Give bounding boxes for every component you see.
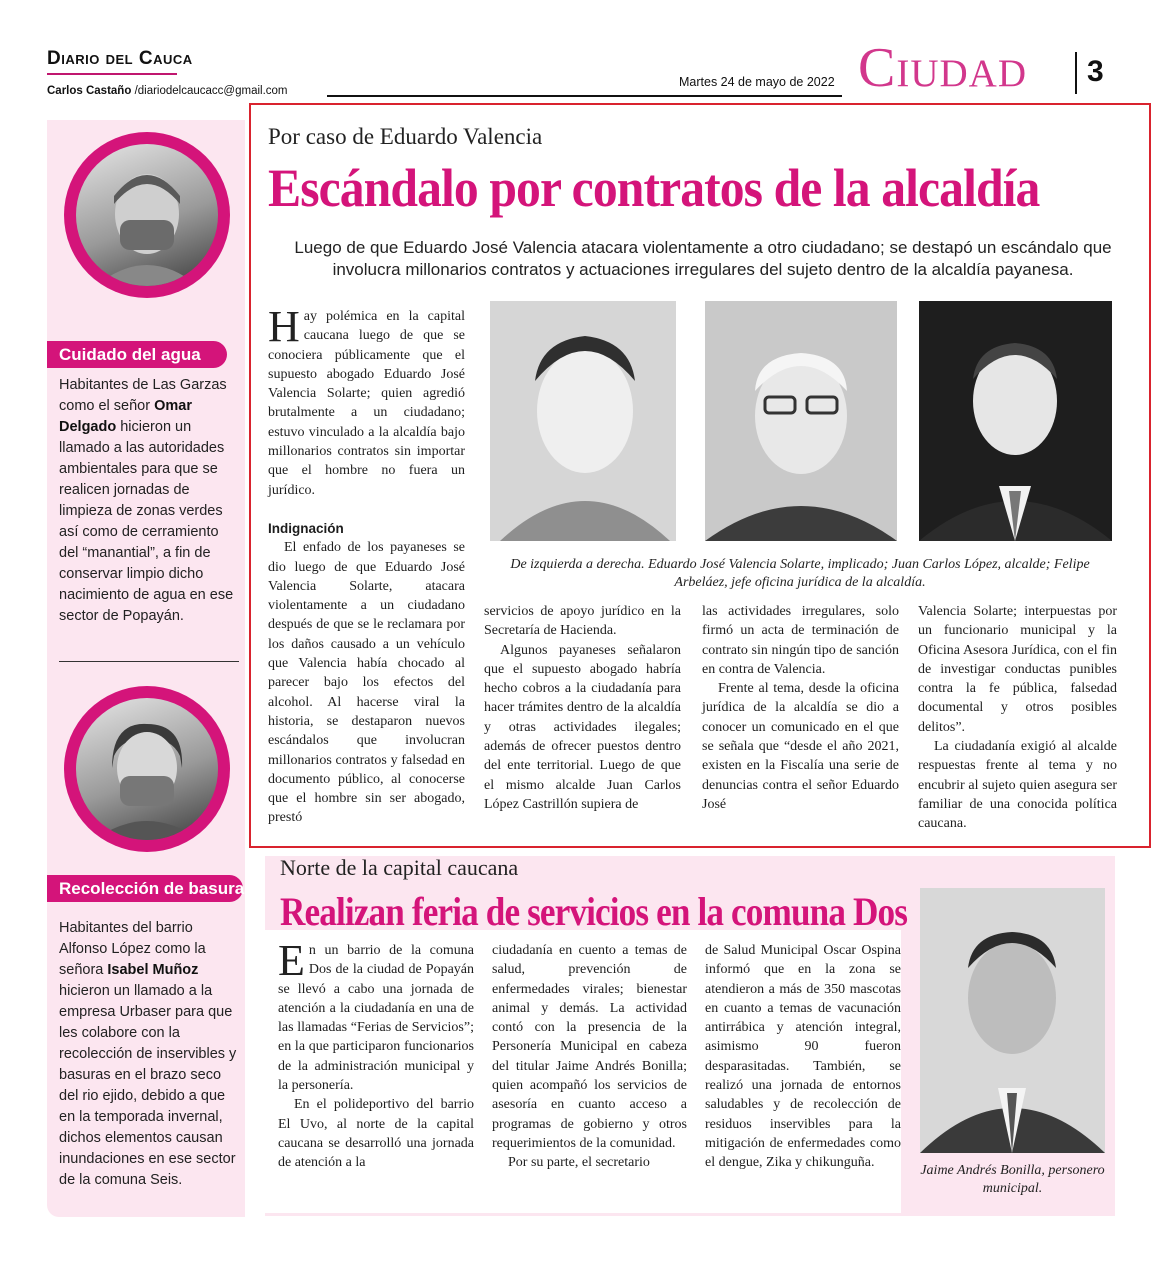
second-photo-caption: Jaime Andrés Bonilla, personero municipal. <box>920 1163 1105 1196</box>
subheading: Indignación <box>268 520 344 536</box>
second-column-3: de Salud Municipal Oscar Ospina informó que en la zona se atendieron a más de 350 mascotas en cuanto a temas de vacunación antirrábica y atención integral, asimismo 90 fueron desparasitadas. También, se realizó una jornada de entornos saludables y de recolección de residuos inservibles para la mitigación de enfermedades como el dengue, Zika y chikunguña. <box>705 943 901 1171</box>
article-kicker: Por caso de Eduardo Valencia <box>268 124 543 149</box>
photo-jaime-andres-bonilla <box>920 888 1105 1153</box>
photo-caption: De izquierda a derecha. Eduardo José Valencia Solarte, implicado; Juan Carlos López, alcalde; Felipe Arbeláez, jefe oficina jurídica de la alcaldía. <box>510 557 1090 590</box>
masthead-underline <box>47 73 177 75</box>
newspaper-name: Diario del Cauca <box>47 48 193 69</box>
drop-cap: E <box>278 936 305 985</box>
sidebar-divider <box>59 661 239 662</box>
section-divider <box>1075 52 1077 94</box>
photo-felipe-arbelaez <box>919 301 1112 541</box>
article-column-4: Valencia Solarte; interpuestas por un funcionario municipal y la Oficina Asesora Jurídica, con el fin de investigar conductas punibles contra la fe pública, falsedad documental y otros posibles delitos”. La ciudadanía exigió al alcalde respuestas frente al tema y no encubrir al sujeto quien asegura ser familiar de una conocida política caucana. <box>918 604 1117 832</box>
section-title: Ciudad <box>858 37 1027 99</box>
person-photo <box>76 144 218 286</box>
byline <box>47 85 288 97</box>
photo-juan-carlos-lopez <box>705 301 897 541</box>
person-photo <box>76 698 218 840</box>
author-email: /diariodelcaucacc@gmail.com <box>134 85 288 97</box>
second-column-1: En un barrio de la comuna Dos de la ciudad de Popayán se llevó a cabo una jornada de atención a la ciudadanía en una de las llamadas “Ferias de Servicios”; en la que participaron funcionarios de la administración municipal y la personería. En el polideportivo del barrio El Uvo, al norte de la capital caucana se desarrolló una jornada de atención a la <box>278 936 474 1171</box>
second-column-2: ciudadanía en cuento a temas de salud, prevención de enfermedades virales; bienestar animal y demás. La actividad contó con la presencia de la Personería Municipal en cabeza del titular Jaime Andrés Bonilla; quien acompañó los servicios de asesoría en cuanto acceso a programas de gobierno y otros requerimientos de la comunidad. Por su parte, el secretario <box>492 943 687 1171</box>
article-headline: Escándalo por contratos de la alcaldía <box>268 158 1040 218</box>
sidebar-tag-water: Cuidado del agua <box>47 341 227 368</box>
sidebar-text-garbage: Habitantes del barrio Alfonso López como la señora Isabel Muñoz hicieron un llamado a la empresa Urbaser para que les colabore con la recolección de inservibles y basuras en el brazo seco del rio ejido, debido a que en la temporada invernal, dichos elementos causan inundaciones en ese sector de la comuna Seis. <box>59 920 237 1188</box>
person-name: Omar Delgado <box>59 398 192 435</box>
page-number: 3 <box>1087 55 1104 88</box>
sidebar-tag-garbage: Recolección de basuras <box>47 875 243 902</box>
article-column-3: las actividades irregulares, solo firmó un acta de terminación de contrato sin ningún tipo de sanción en contra de Valencia. Frente al tema, desde la oficina jurídica de la alcaldía se dio a conocer un comunicado en el que se señala que “desde el año 2021, existen en la Fiscalía una serie de denuncias contra el señor Eduardo José <box>702 604 899 812</box>
sidebar-text-water: Habitantes de Las Garzas como el señor Omar Delgado hicieron un llamado a las autoridades ambientales para que se realicen jornadas de limpieza de zonas verdes así como de cerramiento del “manantial”, a fin de conservar limpio dicho nacimiento de agua en ese sector de Popayán. <box>59 377 234 624</box>
header-rule <box>327 95 842 97</box>
article-deck: Luego de que Eduardo José Valencia atacara violentamente a otro ciudadano; se destapó un escándalo que involucra millonarios contratos y actuaciones irregulares del sujeto dentro de la alcaldía payanesa. <box>294 238 1112 279</box>
issue-date: Martes 24 de mayo de 2022 <box>679 75 835 89</box>
photo-eduardo-valencia <box>490 301 676 541</box>
drop-cap: H <box>268 302 300 351</box>
author-name: Carlos Castaño <box>47 85 132 97</box>
article-column-2: servicios de apoyo jurídico en la Secretaría de Hacienda. Algunos payaneses señalaron que el supuesto abogado habría hecho cobros a la ciudadanía para hacer trámites dentro de la alcaldía y otras actividades ilegales; además de ofrecer puestos dentro del ente territorial. Luego de que el mismo alcalde Juan Carlos López Castrillón supiera de <box>484 604 681 812</box>
person-name: Isabel Muñoz <box>107 962 199 978</box>
second-article-headline: Realizan feria de servicios en la comuna Dos <box>280 889 908 934</box>
avatar-omar-delgado <box>64 132 230 298</box>
article-column-1: Hay polémica en la capital caucana luego de que se conociera públicamente que el supuesto abogado Eduardo José Valencia Solarte; quien agredió brutalmente a un ciudadano; estuvo vinculado a la alcaldía bajo millonarios contratos sin importar que el hombre no fuera un jurídico. Indignación El enfado de los payaneses se dio luego de que Eduardo José Valencia Solarte, atacara violentamente a un ciudadano después de que se le reclamara por los daños causado a un vehículo que Valencia había chocado al parecer bajo los efectos del alcohol. Al hacerse viral la historia, se destaparon nuevos escándalos que involucran millonarios contratos y falsedad en documento público, al conocerse que el hombre sin ser abogado, prestó <box>268 302 465 826</box>
avatar-isabel-munoz <box>64 686 230 852</box>
second-article-kicker: Norte de la capital caucana <box>280 855 519 880</box>
